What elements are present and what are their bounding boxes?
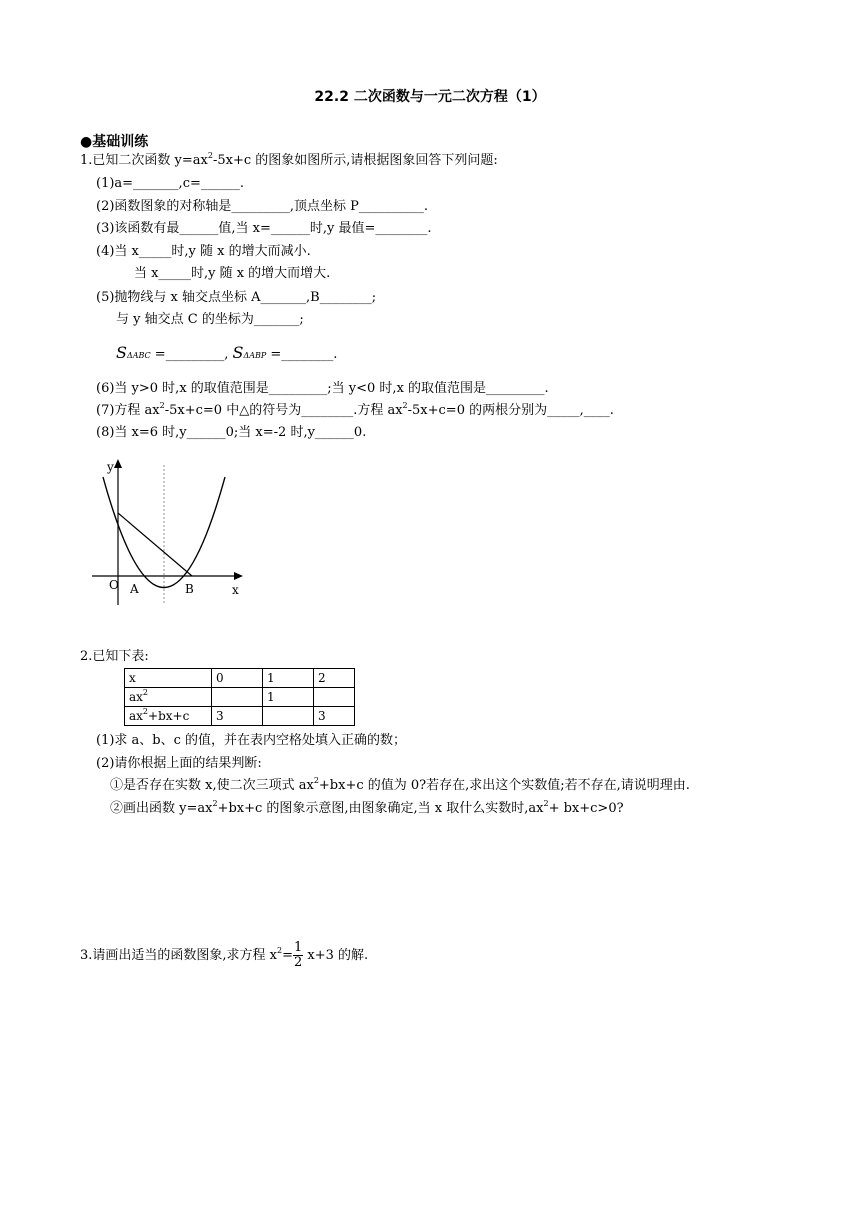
table-cell: 0 [212,669,263,688]
y-axis-label: y [107,460,114,474]
q1-part-4b: 当 x_____时,y 随 x 的增大而增大. [134,266,331,281]
parabola-graph [88,455,258,610]
table-cell: $ax^2$ [125,688,212,707]
q1-part-1: (1)a=_______,c=______. [96,176,244,191]
q1-part-6: (6)当 y>0 时,x 的取值范围是_________;当 y<0 时,x 的取值范围是_________. [96,381,549,396]
q1-part-2: (2)函数图象的对称轴是_________,顶点坐标 P__________. [96,199,429,214]
value-table [124,668,355,726]
q1-part-3: (3)该函数有最______值,当 x=______时,y 最值=________. [96,221,432,236]
q1-part-5b: 与 y 轴交点 C 的坐标为_______; [116,312,304,327]
point-a-label: A [130,582,139,596]
table-cell: 1 [263,669,314,688]
x-axis-arrow [234,572,243,580]
q1-part-5a: (5)抛物线与 x 轴交点坐标 A_______,B________; [96,290,377,305]
table-cell [212,688,263,707]
table-row [125,707,355,726]
table-row [125,688,355,707]
q1-area-line: SΔABC =_________, SΔABP =________. [116,343,338,362]
table-cell: 1 [263,688,314,707]
q2-sub-1: ①是否存在实数 x,使二次三项式 $ax^2+bx+c$ 的值为 0?若存在,求出这个实数值;若不存在,请说明理由. [110,776,690,793]
table-cell: 3 [212,707,263,726]
fraction-one-half: $\frac{1}{2}$ [294,940,303,970]
q1-part-7: (7)方程 $ax^2-5x+c=0$ 中△的符号为________.方程 $ax^2-5x+c=0$ 的两根分别为_____,____. [96,401,614,418]
q2-part-1: (1)求 a、b、c 的值，并在表内空格处填入正确的数； [96,733,407,748]
y-axis-arrow [114,459,122,468]
table-cell: 2 [314,669,355,688]
table-cell [314,688,355,707]
section-heading: ●基础训练 [80,134,149,150]
table-cell: x [125,669,212,688]
table-cell: 3 [314,707,355,726]
q3-text: 3.请画出适当的函数图象,求方程 $x^2=$ $\frac{1}{2}$ x+3 的解. [80,940,369,970]
q1-intro: 1.已知二次函数 $y=ax^2-5x+c$ 的图象如图所示,请根据图象回答下列问题: [80,151,498,168]
table-cell: $ax^2+bx+c$ [125,707,212,726]
q2-sub-2: ②画出函数 $y=ax^2+bx+c$ 的图象示意图,由图象确定,当 x 取什么实数时$,ax^2+ bx+c>0$? [110,799,624,816]
q1-part-4a: (4)当 x_____时,y 随 x 的增大而减小. [96,244,311,259]
x-axis-label: x [232,583,239,597]
table-cell [263,707,314,726]
q2-part-2: (2)请你根据上面的结果判断: [96,756,262,771]
page-title: 22.2 二次函数与一元二次方程（1） [314,89,546,105]
point-b-label: B [185,582,194,596]
q1-part-8: (8)当 x=6 时,y______0;当 x=-2 时,y______0. [96,425,367,440]
q2-intro: 2.已知下表: [80,649,149,664]
line-bc [118,513,192,576]
table-row [125,669,355,688]
origin-label: O [109,578,119,592]
